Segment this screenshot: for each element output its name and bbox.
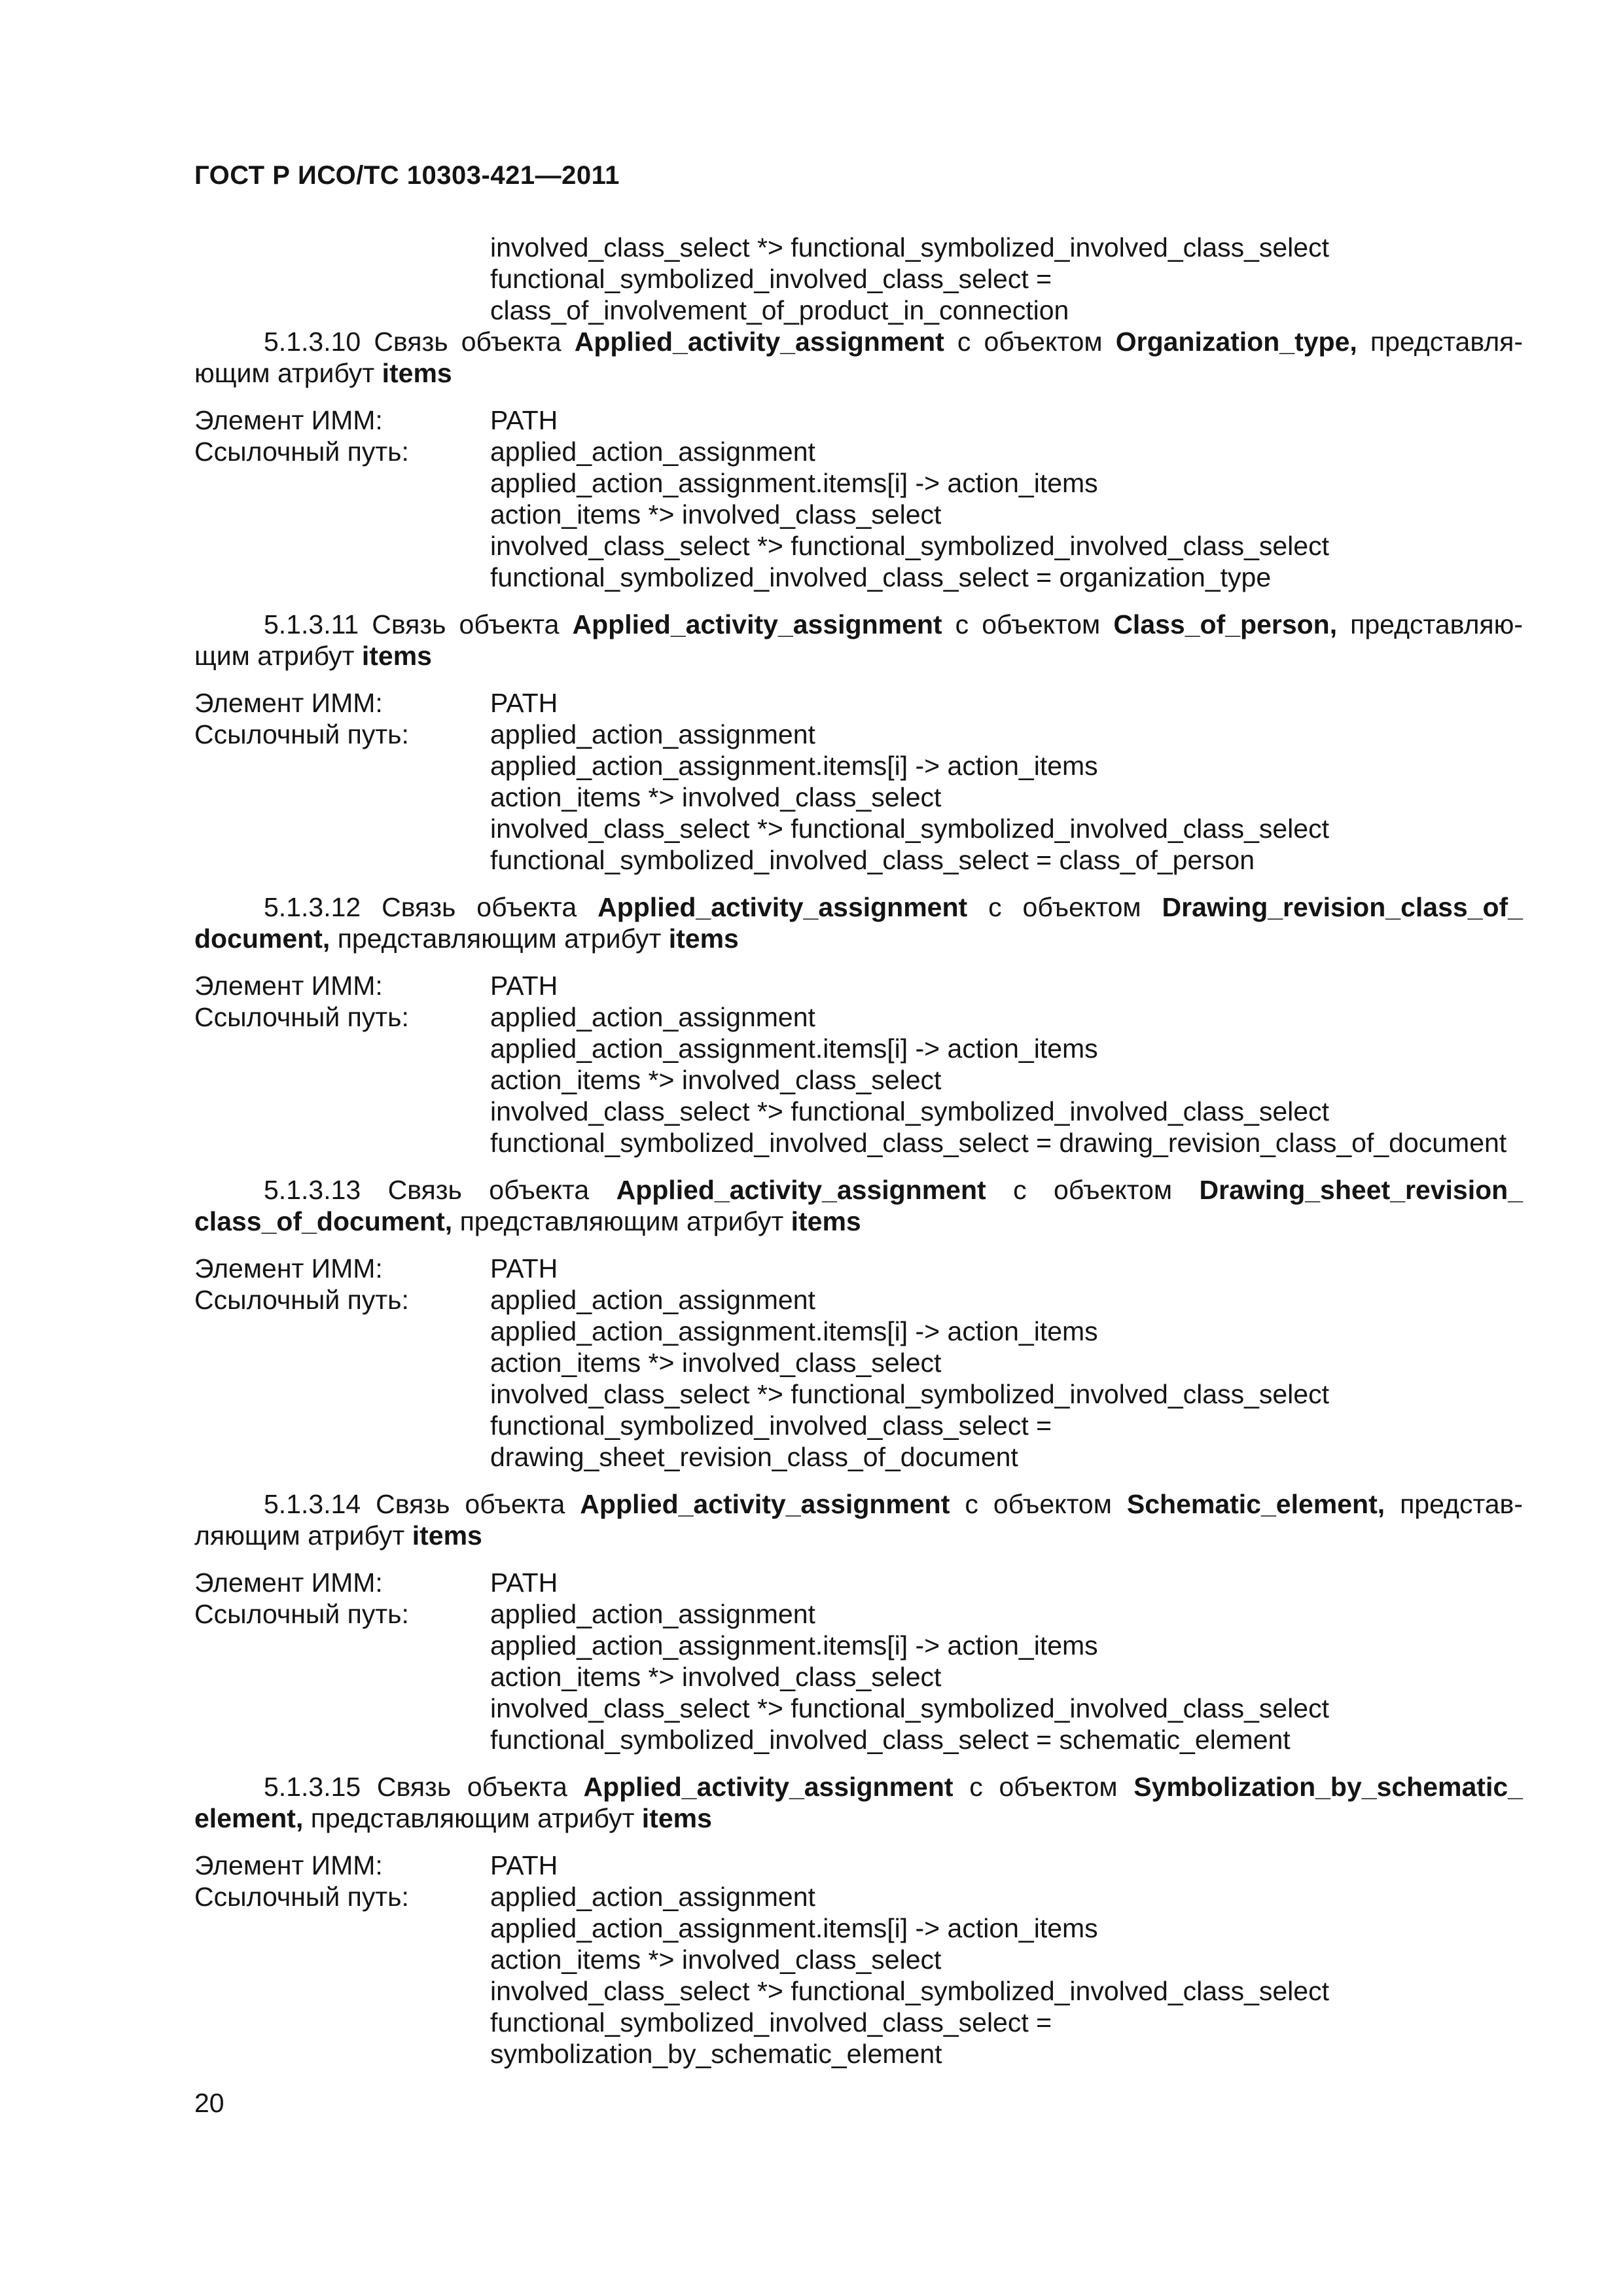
path-line: applied_action_assignment.items[i] -> action_items: [490, 751, 1098, 781]
mapping-values: [490, 1850, 1523, 2070]
path-line: involved_class_select *> functional_symbolized_involved_class_select: [490, 1976, 1329, 2006]
link-word: Связь объекта: [382, 892, 577, 922]
path-line: involved_class_select *> functional_symbolized_involved_class_select: [490, 1693, 1329, 1723]
element-label: Элемент ИММ:: [194, 405, 383, 435]
element-label: Элемент ИММ:: [194, 1850, 383, 1880]
mapping-table: [194, 687, 1523, 876]
section-number: 5.1.3.10: [264, 327, 361, 357]
path-line: involved_class_select *> functional_symbolized_involved_class_select: [490, 232, 1329, 262]
element-label: Элемент ИММ:: [194, 688, 383, 718]
attribute-name: items: [382, 358, 452, 388]
path-line: action_items *> involved_class_select: [490, 1662, 942, 1692]
path-line: functional_symbolized_involved_class_select = class_of_person: [490, 845, 1255, 875]
mapping-table: [194, 970, 1523, 1158]
path-line: involved_class_select *> functional_symbolized_involved_class_select: [490, 531, 1329, 561]
path-line: functional_symbolized_involved_class_select = schematic_element: [490, 1725, 1291, 1755]
path-label: Ссылочный путь:: [194, 437, 409, 467]
path-line: action_items *> involved_class_select: [490, 1065, 942, 1095]
source-entity: Applied_activity_assignment: [616, 1175, 986, 1205]
path-line: applied_action_assignment.items[i] -> action_items: [490, 1913, 1098, 1943]
section-heading: [194, 326, 1523, 389]
source-entity: Applied_activity_assignment: [574, 327, 944, 357]
element-value: PATH: [490, 1850, 558, 1880]
heading-suffix: представляющим атрибут: [459, 1206, 784, 1236]
target-entity: Schematic_element,: [1126, 1489, 1385, 1519]
with-word: с объектом: [988, 892, 1141, 922]
section-heading: [194, 609, 1523, 672]
mapping-table: [194, 404, 1523, 593]
path-line: action_items *> involved_class_select: [490, 1348, 942, 1378]
source-entity: Applied_activity_assignment: [597, 892, 968, 922]
link-word: Связь объекта: [376, 1489, 565, 1519]
with-word: с объектом: [955, 609, 1101, 639]
target-entity: Class_of_person,: [1113, 609, 1338, 639]
mapping-values: [490, 687, 1523, 876]
element-value: PATH: [490, 1568, 558, 1598]
section-heading: [194, 891, 1523, 954]
target-entity: Symbolization_by_schematic_ element,: [194, 1772, 1523, 1833]
path-line: functional_symbolized_involved_class_select =: [490, 1410, 1052, 1441]
mapping-table: [194, 1253, 1523, 1473]
section-5-1-3-12: [194, 891, 1523, 1158]
path-line: involved_class_select *> functional_symbolized_involved_class_select: [490, 814, 1329, 844]
section-5-1-3-11: [194, 609, 1523, 876]
heading-suffix: представ-ляющим атрибут: [194, 1489, 1523, 1551]
path-line: applied_action_assignment: [490, 1002, 815, 1032]
path-line: drawing_sheet_revision_class_of_document: [490, 1442, 1018, 1472]
element-value: PATH: [490, 405, 558, 435]
source-entity: Applied_activity_assignment: [583, 1772, 954, 1802]
element-label: Элемент ИММ:: [194, 971, 383, 1001]
section-number: 5.1.3.14: [264, 1489, 361, 1519]
section-heading: [194, 1488, 1523, 1551]
path-label: Ссылочный путь:: [194, 1882, 409, 1912]
link-word: Связь объекта: [387, 1175, 590, 1205]
heading-suffix: представляю-щим атрибут: [194, 609, 1523, 671]
heading-suffix: представляющим атрибут: [337, 924, 662, 954]
path-line: applied_action_assignment: [490, 719, 815, 749]
mapping-labels: [194, 1253, 490, 1473]
lead-in-path: [194, 232, 1523, 326]
path-line: applied_action_assignment: [490, 437, 815, 467]
element-value: PATH: [490, 688, 558, 718]
element-label: Элемент ИММ:: [194, 1253, 383, 1283]
mapping-labels: [194, 687, 490, 876]
path-line: action_items *> involved_class_select: [490, 782, 942, 812]
section-5-1-3-13: [194, 1174, 1523, 1473]
heading-suffix: представляющим атрибут: [310, 1803, 635, 1833]
path-label: Ссылочный путь:: [194, 719, 409, 749]
path-line: applied_action_assignment: [490, 1599, 815, 1629]
path-line: applied_action_assignment.items[i] -> action_items: [490, 1630, 1098, 1660]
target-entity: Drawing_sheet_revision_ class_of_document,: [194, 1175, 1523, 1236]
attribute-name: items: [412, 1520, 482, 1551]
mapping-table: [194, 1850, 1523, 2070]
path-label: Ссылочный путь:: [194, 1599, 409, 1629]
link-word: Связь объекта: [374, 327, 562, 357]
section-5-1-3-14: [194, 1488, 1523, 1755]
path-line: functional_symbolized_involved_class_select =: [490, 2007, 1052, 2037]
mapping-values: [490, 1253, 1523, 1473]
attribute-name: items: [361, 641, 432, 671]
path-line: involved_class_select *> functional_symbolized_involved_class_select: [490, 1379, 1329, 1409]
section-number: 5.1.3.15: [264, 1772, 361, 1802]
target-entity: Organization_type,: [1115, 327, 1357, 357]
attribute-name: items: [641, 1803, 712, 1833]
element-value: PATH: [490, 971, 558, 1001]
section-heading: [194, 1174, 1523, 1237]
attribute-name: items: [668, 924, 739, 954]
source-entity: Applied_activity_assignment: [580, 1489, 950, 1519]
mapping-values: [490, 404, 1523, 593]
mapping-labels: [194, 970, 490, 1158]
path-label: Ссылочный путь:: [194, 1285, 409, 1315]
path-line: applied_action_assignment: [490, 1882, 815, 1912]
with-word: с объектом: [965, 1489, 1112, 1519]
source-entity: Applied_activity_assignment: [572, 609, 942, 639]
mapping-table: [194, 1567, 1523, 1755]
path-line: functional_symbolized_involved_class_select =: [490, 264, 1052, 294]
section-number: 5.1.3.11: [264, 609, 359, 639]
path-label: Ссылочный путь:: [194, 1002, 409, 1032]
element-value: PATH: [490, 1253, 558, 1283]
section-number: 5.1.3.12: [264, 892, 361, 922]
section-5-1-3-15: [194, 1771, 1523, 2070]
section-heading: [194, 1771, 1523, 1834]
heading-suffix: представля-ющим атрибут: [194, 327, 1523, 388]
sections-container: [194, 326, 1523, 2070]
path-line: action_items *> involved_class_select: [490, 499, 942, 529]
page-number: 20: [194, 2088, 224, 2118]
path-line: action_items *> involved_class_select: [490, 1945, 942, 1975]
path-line: symbolization_by_schematic_element: [490, 2039, 942, 2069]
element-label: Элемент ИММ:: [194, 1568, 383, 1598]
mapping-values: [490, 1567, 1523, 1755]
mapping-values: [490, 970, 1523, 1158]
with-word: с объектом: [1013, 1175, 1173, 1205]
mapping-labels: [194, 1567, 490, 1755]
path-line: applied_action_assignment: [490, 1285, 815, 1315]
attribute-name: items: [791, 1206, 861, 1236]
path-line: applied_action_assignment.items[i] -> action_items: [490, 1316, 1098, 1346]
target-entity: Drawing_revision_class_of_ document,: [194, 892, 1523, 954]
mapping-labels: [194, 404, 490, 593]
page-content: [194, 232, 1523, 2070]
mapping-labels: [194, 1850, 490, 2070]
document-header: ГОСТ Р ИСО/ТС 10303-421—2011: [194, 161, 620, 190]
path-line: applied_action_assignment.items[i] -> action_items: [490, 1033, 1098, 1064]
section-number: 5.1.3.13: [264, 1175, 361, 1205]
path-line: applied_action_assignment.items[i] -> action_items: [490, 468, 1098, 498]
with-word: с объектом: [969, 1772, 1118, 1802]
path-line: class_of_involvement_of_product_in_connection: [490, 295, 1069, 325]
with-word: с объектом: [957, 327, 1103, 357]
path-line: functional_symbolized_involved_class_select = organization_type: [490, 562, 1272, 592]
path-line: involved_class_select *> functional_symbolized_involved_class_select: [490, 1096, 1329, 1126]
link-word: Связь объекта: [376, 1772, 567, 1802]
section-5-1-3-10: [194, 326, 1523, 593]
path-line: functional_symbolized_involved_class_select = drawing_revision_class_of_document: [490, 1128, 1507, 1158]
link-word: Связь объекта: [372, 609, 560, 639]
